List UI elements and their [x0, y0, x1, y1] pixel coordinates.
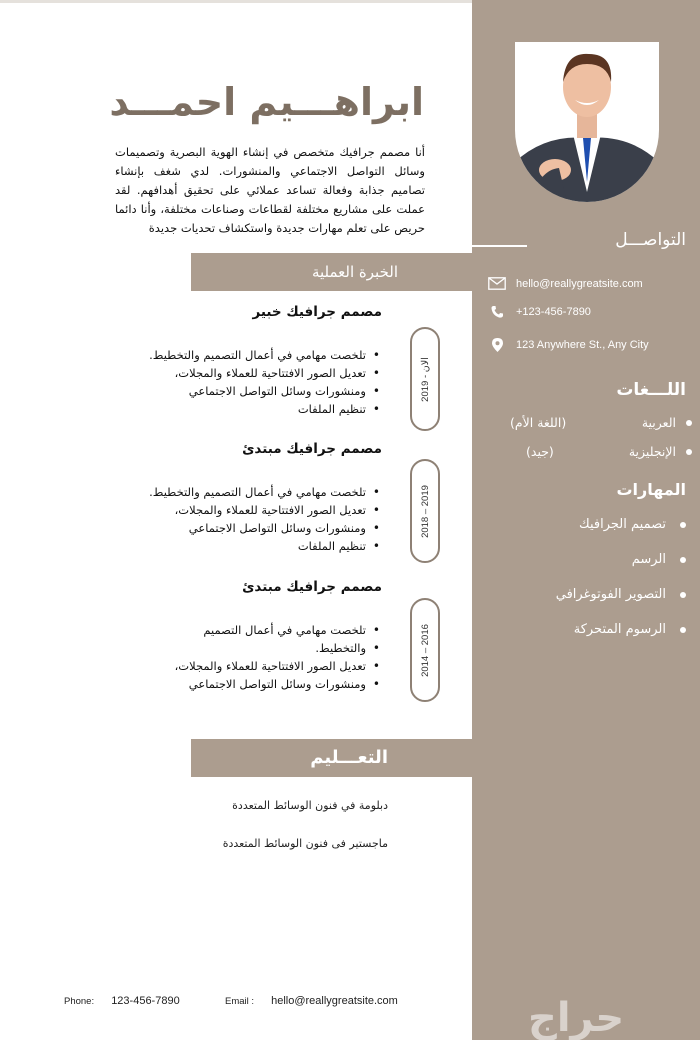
bullet-dot	[680, 557, 686, 563]
contact-address	[488, 338, 649, 352]
footer-phone-label: Phone:	[64, 996, 95, 1007]
contact-address-text: 123 Anywhere St., Any City	[516, 339, 649, 351]
phone-icon	[488, 306, 506, 318]
contact-email-text: hello@reallygreatsite.com	[516, 277, 643, 290]
language-name: الإنجليزية	[628, 444, 676, 459]
skill-label: التصوير الفوتوغرافي	[555, 587, 666, 602]
skill-item	[574, 622, 686, 637]
date-pill	[410, 598, 440, 702]
language-item	[478, 415, 692, 430]
job-title: مصمم جرافيك مبتدئ	[242, 579, 382, 595]
skill-item	[556, 587, 686, 602]
list-item: • تعديل الصور الافتتاحية للعملاء والمجلات،	[149, 501, 380, 519]
bullet-dot	[686, 449, 692, 455]
date-pill	[410, 459, 440, 563]
mail-icon	[488, 277, 506, 290]
location-pin-icon	[488, 338, 506, 352]
skill-label: الرسم	[631, 552, 666, 567]
skill-item	[632, 552, 686, 567]
summary-text: أنا مصمم جرافيك متخصص في إنشاء الهوية البصرية وتصميمات وسائل التواصل الاجتماعي والمنشورات. لدي شغف بإنشاء تصاميم جذابة وفعالة تساعد عملائي على تحقيق أهدافهم. لقد عملت على مشاريع مختلفة لقطاعات وصناعات مختلفة، وأنا دائما حريص على تعلم مهارات جديدة واستكشاف تحديات جديدة	[115, 145, 425, 235]
education-item: ماجستير فى فنون الوسائط المتعددة	[222, 837, 388, 850]
list-item: • تلخصت مهامي في أعمال التصميم	[175, 621, 380, 639]
list-item: • تعديل الصور الافتتاحية للعملاء والمجلات،	[175, 657, 380, 675]
experience-title: الخبرة العملية	[311, 263, 398, 281]
date-label: 2018 – 2019	[419, 484, 431, 538]
footer-email-value[interactable]: hello@reallygreatsite.com	[271, 995, 398, 1007]
footer-phone-value[interactable]: 123-456-7890	[111, 995, 180, 1007]
footer-phone	[64, 995, 180, 1007]
skills-title: المهارات	[616, 480, 686, 499]
language-level: (جيد)	[526, 444, 554, 459]
footer-email	[225, 995, 398, 1007]
date-pill	[410, 327, 440, 431]
job-bullets	[149, 346, 380, 418]
contact-divider	[472, 245, 527, 247]
education-divider	[472, 776, 526, 778]
list-item: • تلخصت مهامي في أعمال التصميم والتخطيط.	[149, 483, 380, 501]
job-bullets	[149, 483, 380, 555]
language-item	[478, 444, 692, 459]
contact-phone[interactable]	[488, 306, 591, 318]
bullet-dot	[680, 522, 686, 528]
language-name: العربية	[641, 415, 676, 430]
contact-phone-text: +123-456-7890	[516, 306, 591, 318]
list-item: • ومنشورات وسائل التواصل الاجتماعي	[149, 519, 380, 537]
skill-label: تصميم الجرافيك	[579, 517, 666, 532]
contact-email[interactable]	[488, 277, 643, 290]
skill-label: الرسوم المتحركة	[573, 622, 666, 637]
languages-title: اللـــغات	[616, 380, 686, 400]
job-title: مصمم جرافيك خبير	[252, 304, 382, 320]
date-label: 2014 – 2016	[419, 623, 431, 677]
list-item: • تلخصت مهامي في أعمال التصميم والتخطيط.	[149, 346, 380, 364]
footer-email-label: Email :	[225, 996, 255, 1007]
date-label: 2019 - الان	[419, 356, 431, 402]
bullet-dot	[686, 420, 692, 426]
list-item: • تعديل الصور الافتتاحية للعملاء والمجلات،	[149, 364, 380, 382]
bullet-dot	[680, 592, 686, 598]
bullet-dot	[680, 627, 686, 633]
list-item: • ومنشورات وسائل التواصل الاجتماعي	[175, 675, 380, 693]
skill-item	[579, 517, 686, 532]
list-item: • والتخطيط.	[175, 639, 380, 657]
list-item: • تنظيم الملفات	[149, 400, 380, 418]
profile-photo	[515, 42, 659, 202]
list-item: • تنظيم الملفات	[149, 537, 380, 555]
language-level: (اللغة الأم)	[510, 415, 567, 430]
education-title: التعـــليم	[310, 747, 388, 768]
person-name: ابراهـــيم احمـــد	[109, 80, 424, 124]
education-item: دبلومة في فنون الوسائط المتعددة	[232, 799, 388, 812]
watermark-logo: حراج	[528, 995, 625, 1040]
contact-title: التواصـــل	[615, 230, 686, 250]
list-item: • ومنشورات وسائل التواصل الاجتماعي	[149, 382, 380, 400]
job-title: مصمم جرافيك مبتدئ	[242, 441, 382, 457]
job-bullets	[175, 621, 380, 693]
